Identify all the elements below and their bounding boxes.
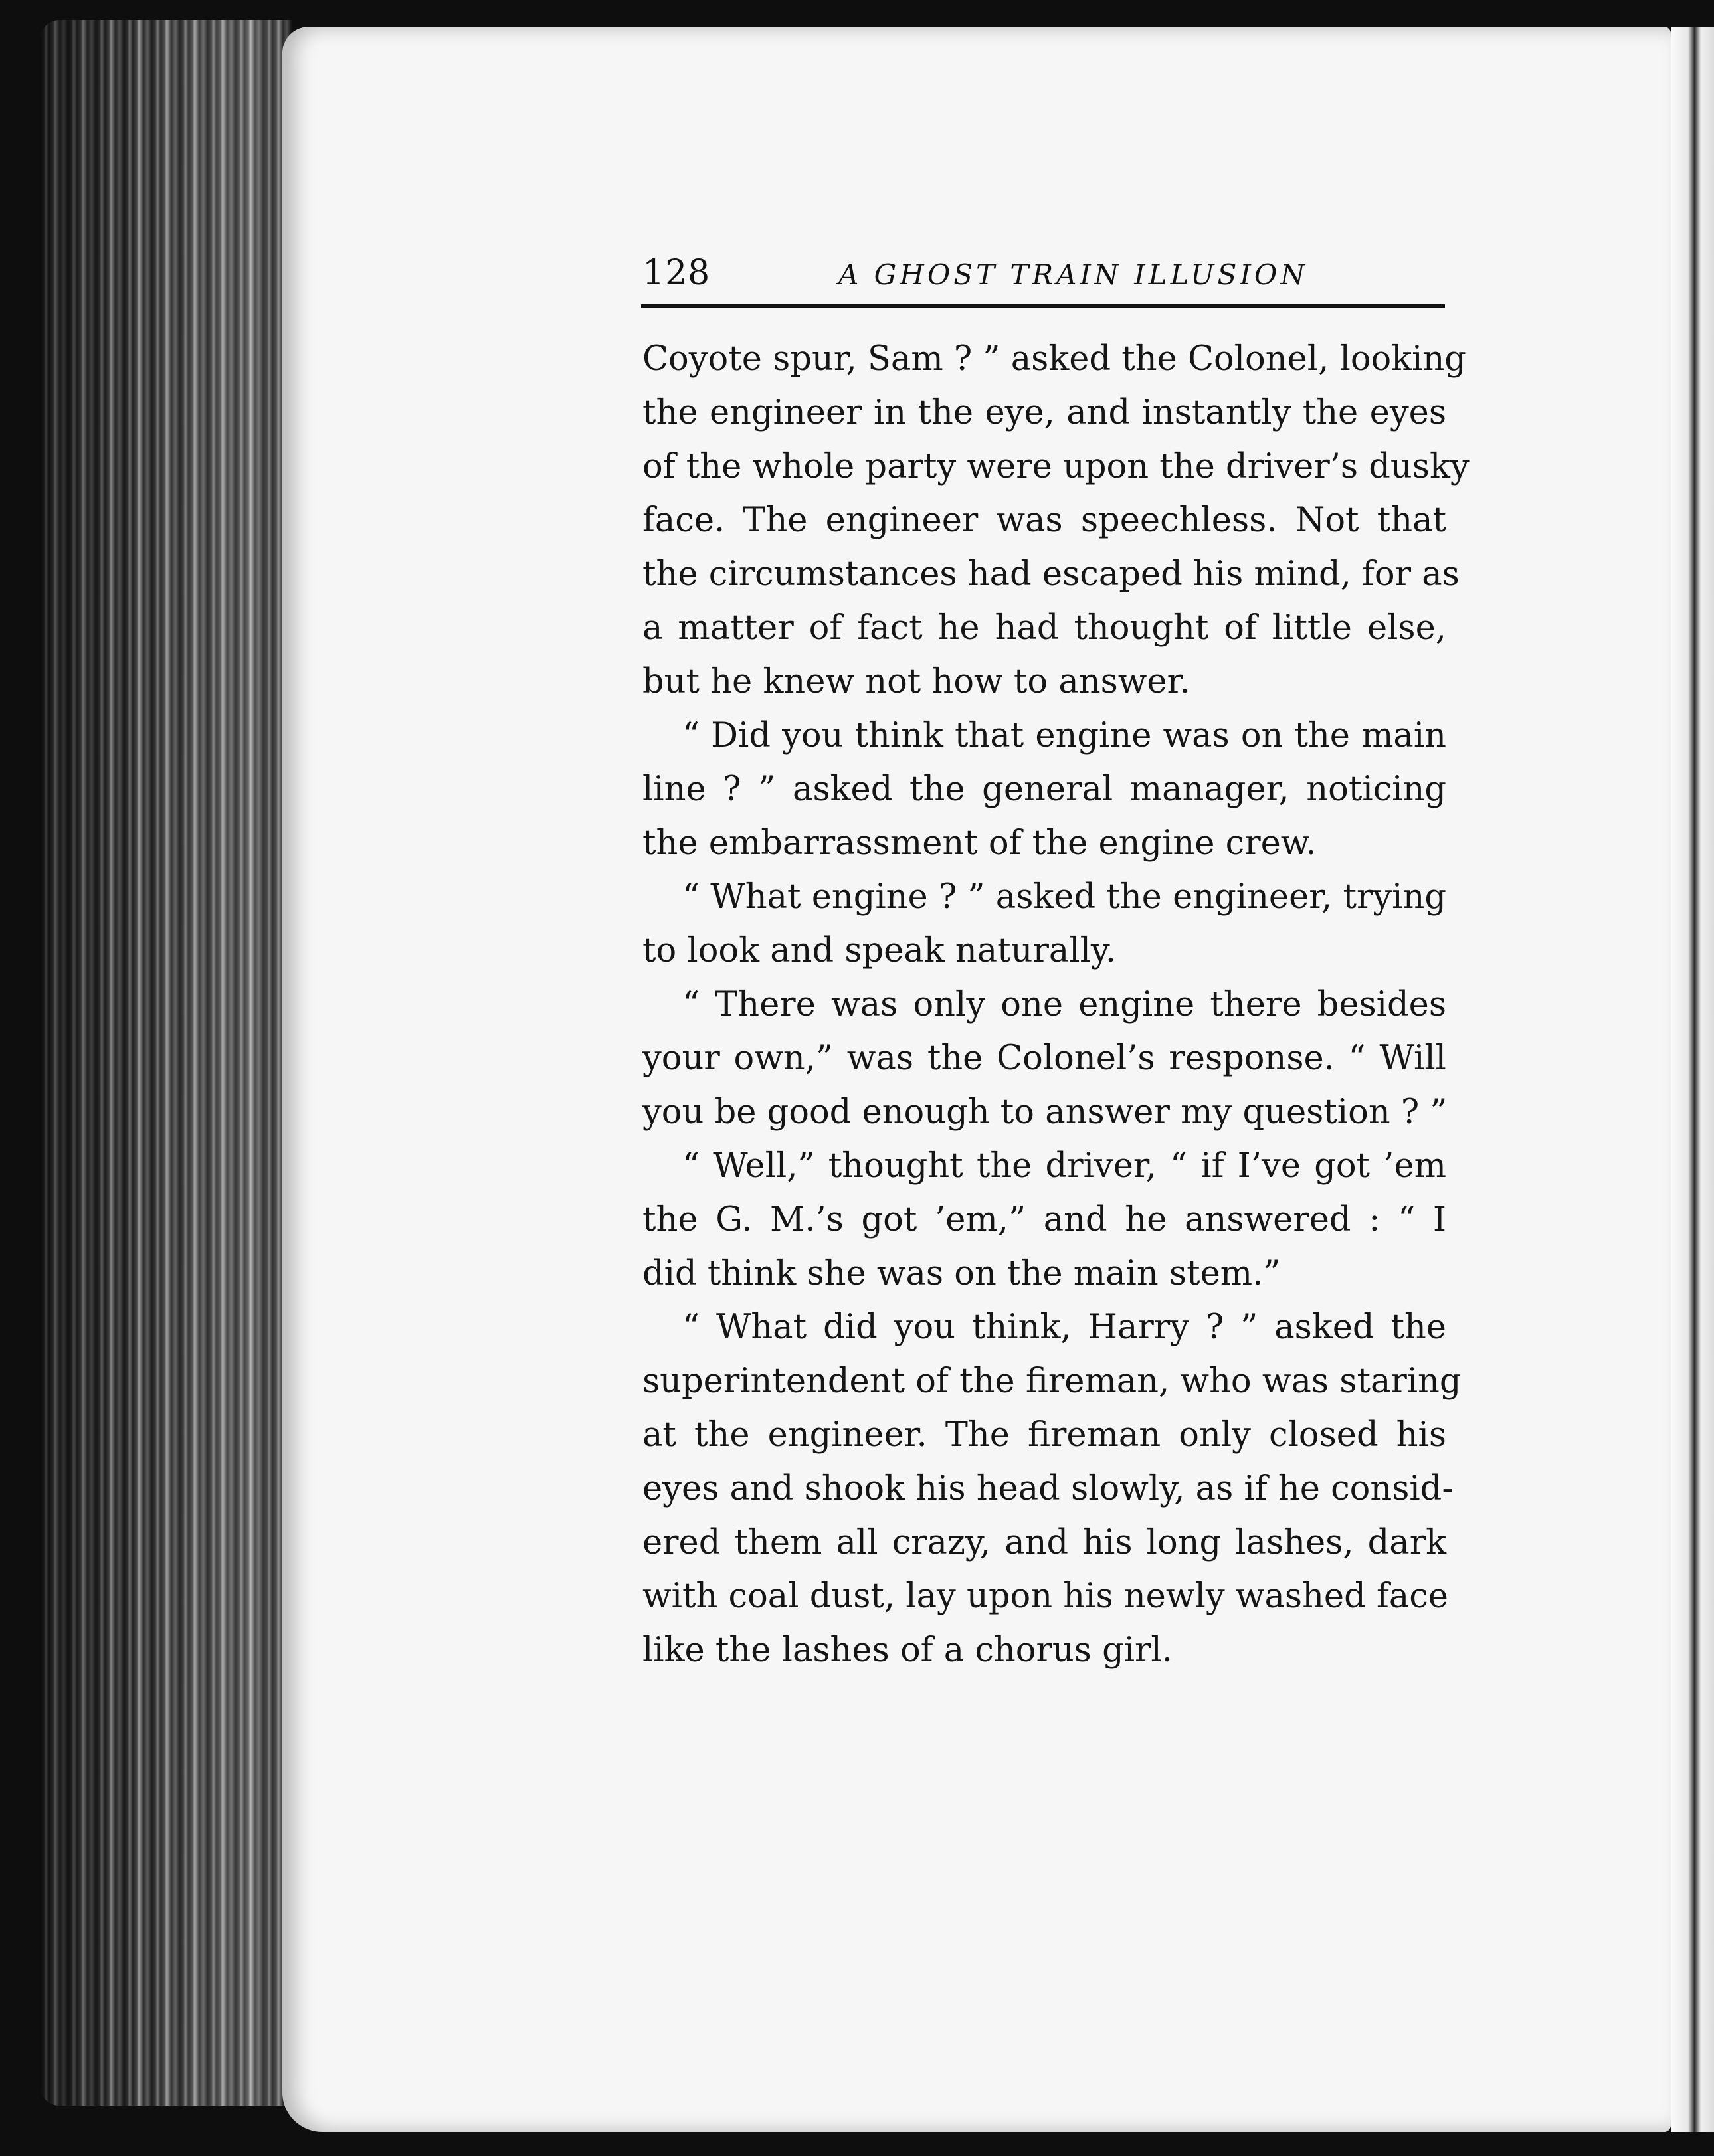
text-line: “ What did you think, Harry ? ” asked the [682,1308,1446,1347]
text-line: to look and speak naturally. [642,931,1117,970]
text-line: of the whole party were upon the driver’s dusky [642,447,1470,486]
text-line: at the engineer. The fireman only closed his [642,1415,1446,1455]
text-line: “ Did you think that engine was on the main [682,716,1446,755]
text-line: with coal dust, lay upon his newly washed face [642,1577,1448,1616]
book-edge-shadow [40,20,292,2106]
text-line: “ Well,” thought the driver, “ if I’ve got ’em [682,1146,1446,1186]
text-line: line ? ” asked the general manager, noticing [642,770,1446,809]
text-line: ered them all crazy, and his long lashes, dark [642,1523,1446,1562]
text-line: you be good enough to answer my question ? ” [642,1093,1448,1132]
running-head [642,249,1446,302]
body-text [642,332,1470,1677]
text-line: eyes and shook his head slowly, as if he consid- [642,1469,1454,1508]
text-line: a matter of fact he had thought of little else, [642,608,1446,648]
text-line: the circumstances had escaped his mind, for as [642,555,1460,594]
text-line: the G. M.’s got ’em,” and he answered : “ I [642,1200,1446,1239]
text-line: “ What engine ? ” asked the engineer, trying [682,877,1446,917]
text-line: the embarrassment of the engine crew. [642,824,1317,863]
text-line: face. The engineer was speechless. Not that [642,501,1446,540]
running-title: A GHOST TRAIN ILLUSION [838,258,1309,291]
facing-page-edge [1671,27,1714,2132]
text-line: but he knew not how to answer. [642,662,1190,701]
text-line: superintendent of the fireman, who was staring [642,1362,1462,1401]
text-line: your own,” was the Colonel’s response. “ Will [642,1039,1446,1078]
text-line: like the lashes of a chorus girl. [642,1631,1173,1670]
text-line: the engineer in the eye, and instantly the eyes [642,393,1446,432]
header-rule [641,304,1445,308]
text-line: did think she was on the main stem.” [642,1254,1281,1293]
text-line: Coyote spur, Sam ? ” asked the Colonel, looking [642,339,1466,379]
page-number: 128 [642,253,711,293]
text-line: “ There was only one engine there besides [682,985,1446,1024]
